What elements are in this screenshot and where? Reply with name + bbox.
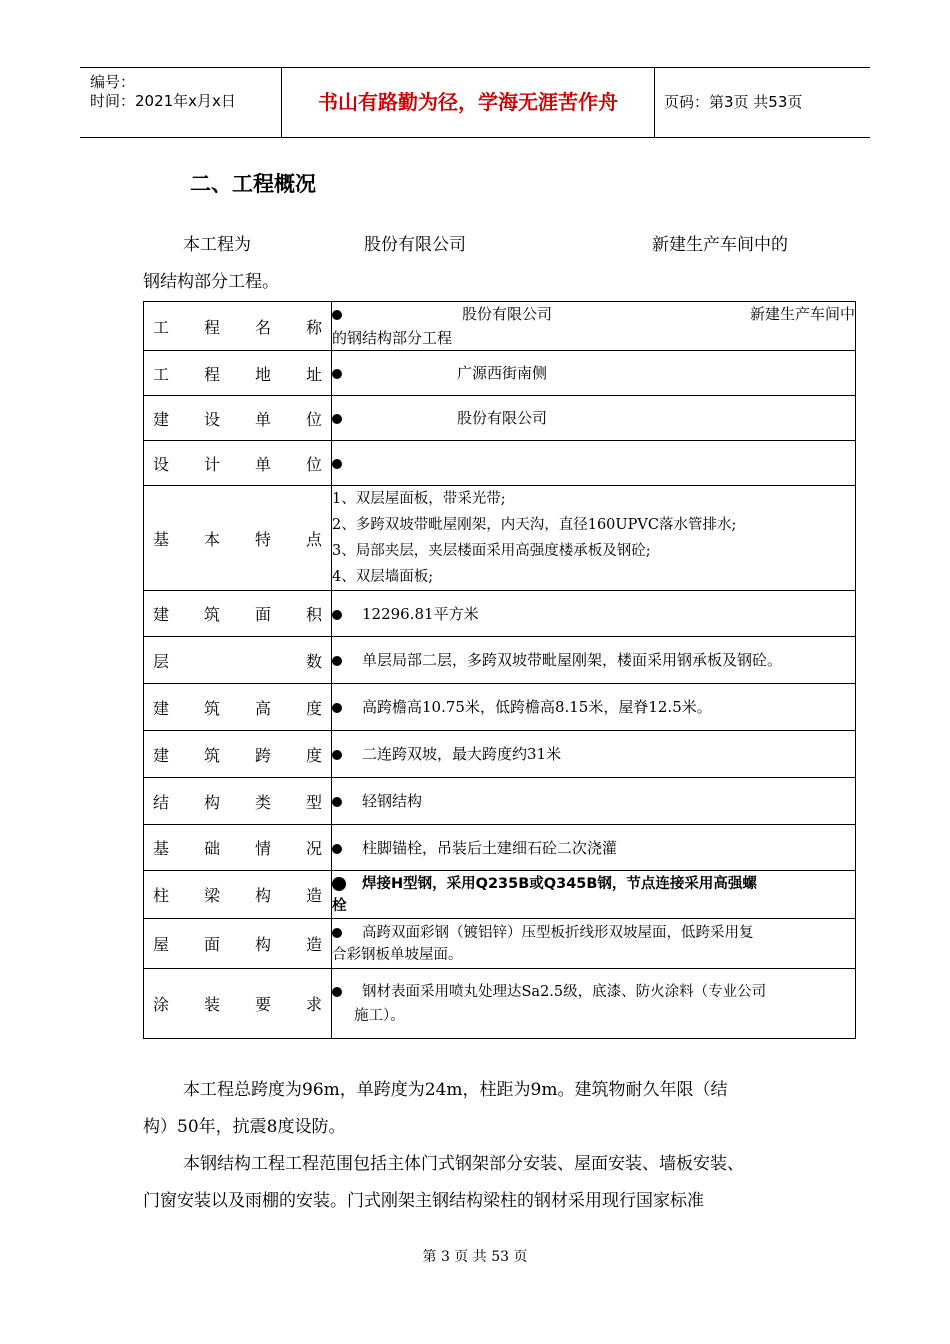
page-header <box>80 67 870 138</box>
table-row <box>144 591 856 637</box>
row-label: 设 计 单 位 <box>144 441 332 486</box>
table-row <box>144 871 856 919</box>
row-value <box>332 486 856 591</box>
bullet-icon <box>332 414 342 424</box>
bullet-icon <box>332 844 342 854</box>
bullet-icon <box>332 928 342 938</box>
para2-line2: 构）50年，抗震8度设防。 <box>143 1117 346 1137</box>
row-label: 层 数 <box>144 637 332 684</box>
area: 12296.81平方米 <box>362 604 479 623</box>
row-value <box>332 778 856 825</box>
bullet-icon <box>332 656 342 666</box>
roof-construction: 高跨双面彩钢（镀铝锌）压型板折线形双坡屋面，低跨采用复 <box>362 924 754 941</box>
bullet-icon <box>332 987 342 997</box>
project-info-table <box>143 301 856 1039</box>
company-name: 股份有限公司 <box>462 305 553 323</box>
table-row <box>144 486 856 591</box>
column-beam-construction-rest: 栓 <box>332 897 347 914</box>
builder: 股份有限公司 <box>457 409 548 427</box>
height: 高跨檐高10.75米，低跨檐高8.15米，屋脊12.5米。 <box>362 698 712 716</box>
bullet-icon <box>332 459 342 469</box>
number-label: 编号： <box>90 73 136 91</box>
bullet-icon <box>332 797 342 807</box>
section-title: 二、工程概况 <box>190 172 316 196</box>
bullet-icon <box>332 310 342 320</box>
para3-line1: 本钢结构工程工程范围包括主体门式钢架部分安装、屋面安装、墙板安装、 <box>183 1154 744 1174</box>
row-label: 基 本 特 点 <box>144 486 332 591</box>
row-value <box>332 591 856 637</box>
para2-line1: 本工程总跨度为96m，单跨度为24m，柱距为9m。建筑物耐久年限（结 <box>183 1080 728 1100</box>
row-value <box>332 396 856 441</box>
row-label: 建 筑 高 度 <box>144 684 332 731</box>
row-label: 工 程 地 址 <box>144 351 332 396</box>
para3-line2: 门窗安装以及雨棚的安装。门式刚架主钢结构梁柱的钢材采用现行国家标准 <box>143 1191 704 1211</box>
span: 二连跨双坡，最大跨度约31米 <box>362 745 562 763</box>
table-row <box>144 778 856 825</box>
bullet-icon <box>332 877 346 891</box>
feature-line: 4、双层墙面板; <box>332 569 434 585</box>
row-label: 基 础 情 况 <box>144 825 332 871</box>
table-row <box>144 441 856 486</box>
row-value <box>332 441 856 486</box>
row-label <box>144 302 332 351</box>
coating-requirement: 钢材表面采用喷丸处理达Sa2.5级，底漆、防火涂料（专业公司 <box>362 983 767 1000</box>
bullet-icon <box>332 610 342 620</box>
row-value <box>332 731 856 778</box>
table-row <box>144 969 856 1039</box>
intro-part3: 新建生产车间中的 <box>652 235 788 255</box>
bullet-icon <box>332 369 342 379</box>
row-label: 柱 梁 构 造 <box>144 871 332 919</box>
feature-line: 3、局部夹层，夹层楼面采用高强度楼承板及钢砼; <box>332 543 651 559</box>
row-value <box>332 825 856 871</box>
row-value <box>332 637 856 684</box>
coating-requirement-rest: 施工）。 <box>354 1007 405 1024</box>
intro-part2: 股份有限公司 <box>364 235 466 255</box>
roof-construction-rest: 合彩钢板单坡屋面。 <box>332 946 463 963</box>
time-label: 时间：2021年x月x日 <box>90 92 236 110</box>
table-row <box>144 731 856 778</box>
header-motto: 书山有路勤为径，学海无涯苦作舟 <box>281 68 655 137</box>
row-value <box>332 684 856 731</box>
intro-line2: 钢结构部分工程。 <box>143 272 279 292</box>
foundation: 柱脚锚栓，吊装后土建细石砼二次浇灌 <box>362 838 618 857</box>
row-label: 建 设 单 位 <box>144 396 332 441</box>
project-name-part: 新建生产车间中 <box>749 305 855 323</box>
bullet-icon <box>332 703 342 713</box>
row-label: 涂 装 要 求 <box>144 969 332 1039</box>
table-row <box>144 351 856 396</box>
table-row <box>144 396 856 441</box>
table-row <box>144 825 856 871</box>
feature-line: 1、双层屋面板，带采光带; <box>332 491 506 507</box>
table-row <box>144 637 856 684</box>
feature-line: 2、多跨双坡带毗屋刚架，内天沟，直径160UPVC落水管排水; <box>332 517 737 533</box>
row-value <box>332 302 856 351</box>
floors: 单层局部二层，多跨双坡带毗屋刚架，楼面采用钢承板及钢砼。 <box>362 651 783 669</box>
page-footer: 第 3 页 共 53 页 <box>422 1249 528 1265</box>
label-text: 工 程 名 称 <box>153 317 322 337</box>
project-name-rest: 的钢结构部分工程 <box>332 329 453 347</box>
address: 广源西街南侧 <box>457 364 548 382</box>
table-row <box>144 302 856 351</box>
row-label: 建 筑 面 积 <box>144 591 332 637</box>
bullet-icon <box>332 750 342 760</box>
row-value <box>332 871 856 919</box>
row-value <box>332 969 856 1039</box>
table-row <box>144 684 856 731</box>
row-label: 建 筑 跨 度 <box>144 731 332 778</box>
table-row <box>144 919 856 969</box>
structure-type: 轻钢结构 <box>362 792 423 810</box>
intro-part1: 本工程为 <box>183 235 251 255</box>
header-page-info: 页码：第3页 共53页 <box>664 93 803 111</box>
row-label: 屋 面 构 造 <box>144 919 332 969</box>
row-label: 结 构 类 型 <box>144 778 332 825</box>
row-value <box>332 919 856 969</box>
header-meta <box>80 68 281 137</box>
row-value <box>332 351 856 396</box>
column-beam-construction: 焊接H型钢，采用Q235B或Q345B钢，节点连接采用高强螺 <box>362 875 757 892</box>
